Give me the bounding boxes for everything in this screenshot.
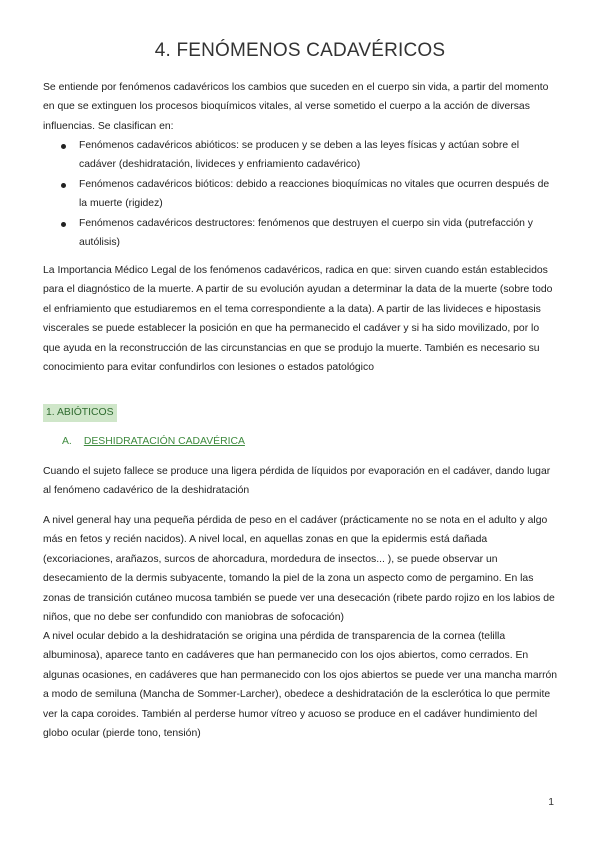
importance-paragraph: La Importancia Médico Legal de los fenómenos cadavéricos, radica en que: sirven cuando están establecidos para el diagnóstico de la muerte. A partir de su evolución ayudan a determinar la data de la muerte (sobre todo el enfriamiento que estudiaremos en el tema correspondiente a la data). A partir de las livideces e hipostasis viscerales se puede establecer la posición en que ha permanecido el cadáver y si ha sido movilizado, por lo que ayuda en la reconstrucción de las circunstancias en que se produjo la muerte. También es necesario su conocimiento para evitar confundirlos con lesiones o estados patológico <box>43 265 553 374</box>
classification-list <box>43 136 558 252</box>
subsection-heading <box>62 434 245 450</box>
bullet-icon <box>61 144 66 149</box>
paragraph-dehydration-intro: Cuando el sujeto fallece se produce una ligera pérdida de líquidos por evaporación en el cadáver, dando lugar al fenómeno cadavérico de la deshidratación <box>43 466 551 497</box>
page-number: 1 <box>548 797 554 808</box>
paragraph-ocular-level: A nivel ocular debido a la deshidratación se origina una pérdida de transparencia de la cornea (telilla albuminosa), aparece tanto en cadáveres que han permanecido con los ojos abiertos, como cerrados. En algunas ocasiones, en cadáveres que han permanecido con los ojos abiertos se puede ver una mancha marrón a modo de semiluna (Mancha de Sommer-Larcher), obedece a deshidratación de la esclerótica lo que permite ver la capa coroides. También al perderse humor vítreo y acuoso se produce en el cadáver hundimiento del globo ocular (pierde tono, tensión) <box>43 631 558 740</box>
list-item: Fenómenos cadavéricos destructores: fenómenos que destruyen el cuerpo sin vida (putrefacción y autólisis) <box>43 214 558 253</box>
subsection-letter: A. <box>62 436 72 447</box>
section-heading: 1. ABIÓTICOS <box>43 404 117 422</box>
paragraph-general-level: A nivel general hay una pequeña pérdida de peso en el cadáver (prácticamente no se nota en el adulto y algo más en fetos y recién nacidos). A nivel local, en aquellas zonas en que la epidermis está dañada (excoriaciones, arañazos, surcos de ahorcadura, mordedura de insectos... ), se puede observar un desecamiento de la dermis subyacente, tomando la piel de la zona un aspecto como de pergamino. En las zonas de transición cutáneo mucosa también se puede ver una desecación (ribete pardo rojizo en los labios de niños, que no debe ser confundido con maniobras de sofocación) <box>43 515 555 624</box>
bullet-icon <box>61 222 66 227</box>
subsection-title: DESHIDRATACIÓN CADAVÉRICA <box>83 436 245 447</box>
bullet-icon <box>61 183 66 188</box>
list-item: Fenómenos cadavéricos bióticos: debido a reacciones bioquímicas no vitales que ocurren después de la muerte (rigidez) <box>43 175 558 214</box>
list-item: Fenómenos cadavéricos abióticos: se producen y se deben a las leyes físicas y actúan sobre el cadáver (deshidratación, livideces y enfriamiento cadavérico) <box>43 136 558 175</box>
intro-paragraph: Se entiende por fenómenos cadavéricos los cambios que suceden en el cuerpo sin vida, a partir del momento en que se extinguen los procesos bioquímicos vitales, al verse sometido el cuerpo a la acción de diversas influencias. Se clasifican en: <box>43 82 549 132</box>
page-title: 4. FENÓMENOS CADAVÉRICOS <box>154 40 446 61</box>
